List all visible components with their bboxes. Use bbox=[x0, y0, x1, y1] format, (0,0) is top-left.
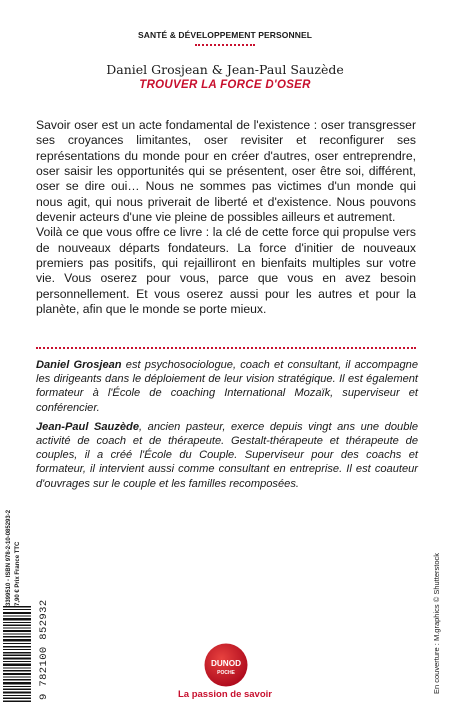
author-bios bbox=[36, 358, 418, 496]
series-divider bbox=[195, 44, 255, 46]
bio-author-2-text: , ancien pasteur, exerce depuis vingt ans une double activité de coach et de thérapeute. Gestalt-thérapeute et thérapeute de couples, il a créé l'École du Couple. Superviseur pour des coachs et formateur, il intervient aussi comme consultant en entreprise. Il est coauteur d'ouvrages sur le couple et les familles recomposées. bbox=[36, 420, 418, 490]
publisher-tagline: La passion de savoir bbox=[178, 689, 272, 700]
section-divider bbox=[36, 347, 416, 349]
bio-author-1 bbox=[36, 358, 418, 415]
logo-brand: DUNOD bbox=[210, 659, 242, 668]
cover-credit: En couverture : M.graphics © Shutterstock bbox=[432, 552, 441, 694]
bio-author-2 bbox=[36, 420, 418, 491]
bio-author-1-name: Daniel Grosjean bbox=[36, 359, 122, 371]
blurb bbox=[36, 118, 416, 317]
blurb-paragraph-2: Voilà ce que vous offre ce livre : la clé de cette force qui propulse vers de nouveaux départs fondateurs. La force d'initier de nouveaux premiers pas positifs, qui rejailliront en bienfaits multiples sur votre vie. Vous oserez pour vous, parce que vous en avez besoin personnellement. Et vous oserez aussi pour les autres et pour la planète, afin que le monde se porte mieux. bbox=[36, 225, 416, 317]
barcode-icon bbox=[3, 606, 31, 702]
dunod-poche-logo bbox=[204, 643, 248, 687]
isbn-block bbox=[4, 496, 34, 606]
series-label: SANTÉ & DÉVELOPPEMENT PERSONNEL bbox=[137, 30, 313, 40]
barcode-digits: 9 782100 852932 bbox=[38, 599, 50, 700]
blurb-paragraph-1: Savoir oser est un acte fondamental de l'existence : oser transgresser ses croyances limitantes, oser revisiter et reconfigurer ses représentations du monde pour en créer d'autres, oser entreprendre, oser saisir les opportunités qui se présentent, oser être soi, différent, oser se dire oui… Nous ne sommes pas victimes d'un monde qui nous agit, qui nous priverait de liberté et d'existence. Nous pouvons devenir acteurs d'une vie pleine de possibles ailleurs et autrement. bbox=[36, 118, 416, 225]
price-line: 7,90 € Prix France TTC bbox=[15, 541, 21, 606]
bio-author-2-name: Jean-Paul Sauzède bbox=[36, 420, 139, 433]
logo-sub: POCHE bbox=[217, 670, 235, 676]
isbn-line: 3399510 - ISBN 978-2-10-085293-2 bbox=[6, 509, 12, 606]
bio-author-1-text: est psychosociologue, coach et consultant, il accompagne les dirigeants dans le déploiement de leur vision stratégique. Il est également formateur à l'École de coaching International Mozaïk, superviseur et conférencier. bbox=[36, 359, 418, 414]
book-title: TROUVER LA FORCE D'OSER bbox=[139, 79, 311, 91]
authors-line: Daniel Grosjean & Jean-Paul Sauzède bbox=[106, 62, 344, 77]
